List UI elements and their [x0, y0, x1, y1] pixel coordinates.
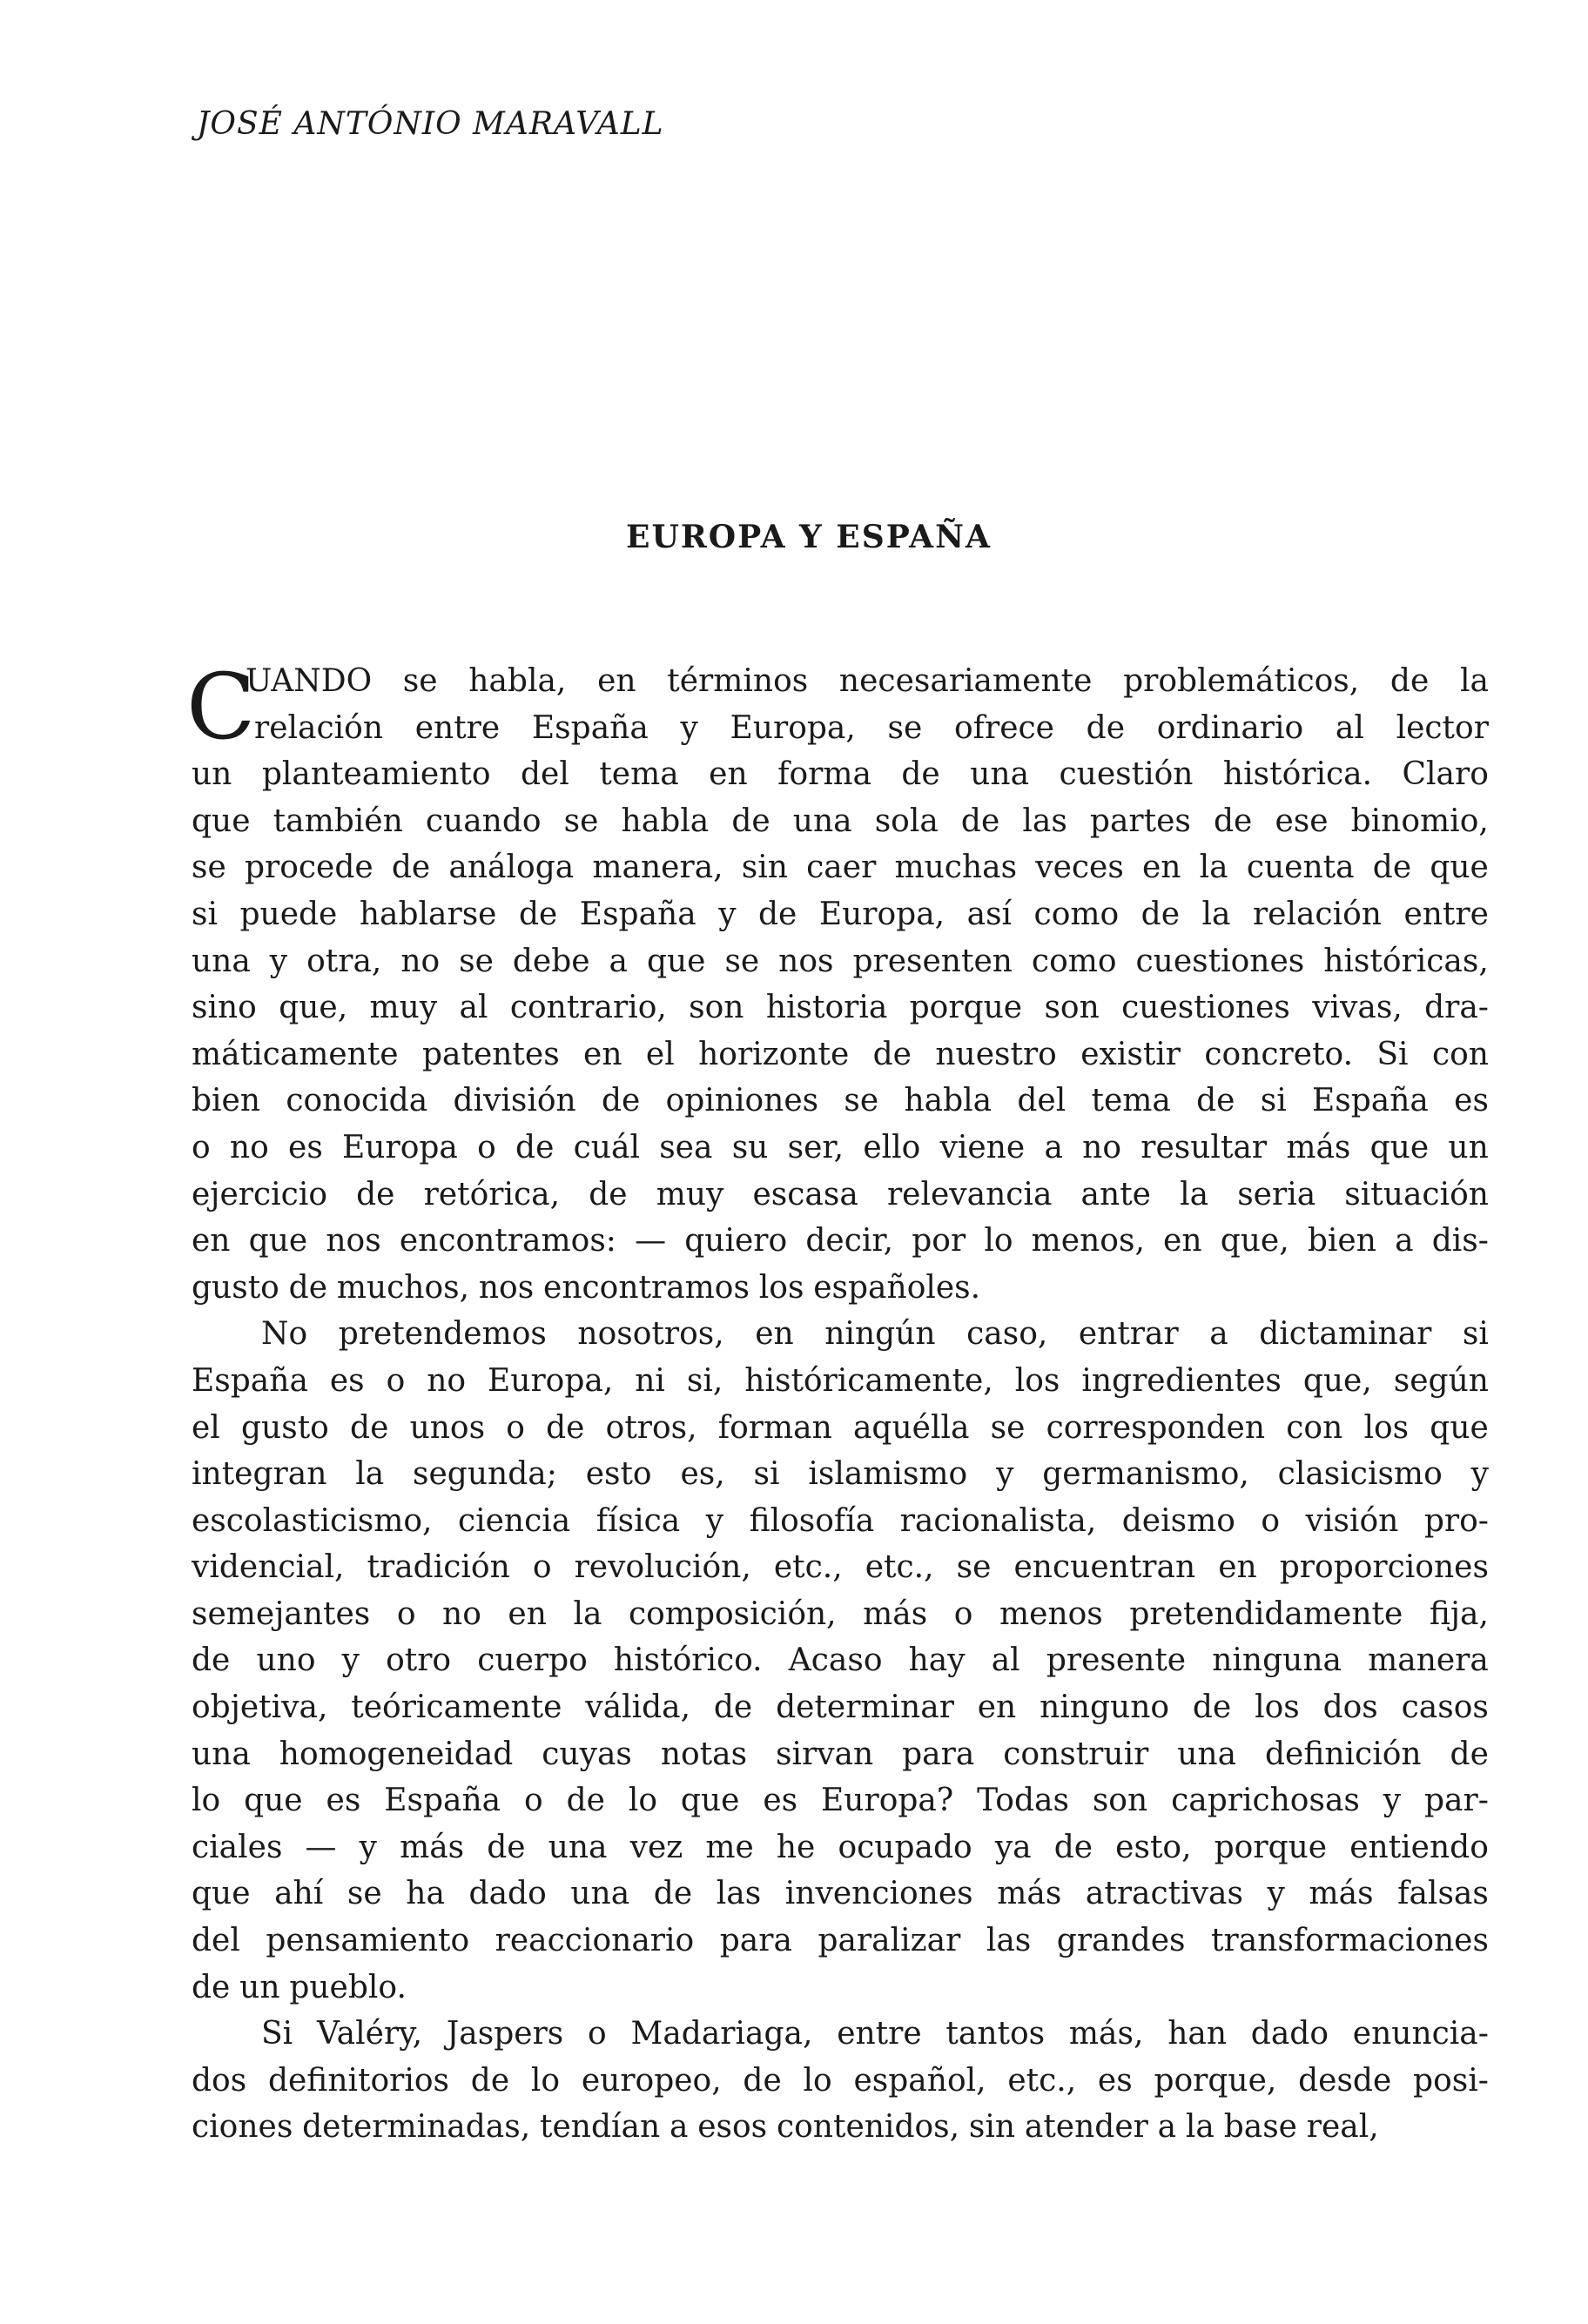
text-line: ciales — y más de una vez me he ocupado ya de esto, porque entiendo	[192, 1829, 1489, 1865]
paragraph	[186, 654, 1489, 1311]
paragraph	[192, 1311, 1489, 2011]
text-line: que ahí se ha dado una de las invenciones más atractivas y más falsas	[192, 1876, 1489, 1912]
text-line: España es o no Europa, ni si, históricamente, los ingredientes que, según	[192, 1362, 1489, 1399]
text-line: No pretendemos nosotros, en ningún caso, entrar a dictaminar si	[261, 1316, 1489, 1353]
paragraph	[192, 2011, 1489, 2151]
text-line: dos definitorios de lo europeo, de lo español, etc., es porque, desde posi-	[192, 2062, 1489, 2099]
text-line: un planteamiento del tema en forma de una cuestión histórica. Claro	[192, 756, 1489, 793]
text-line: si puede hablarse de España y de Europa, así como de la relación entre	[192, 896, 1489, 932]
text-line: escolasticismo, ciencia física y filosofía racionalista, deismo o visión pro-	[192, 1502, 1489, 1539]
text-line: gusto de muchos, nos encontramos los españoles.	[192, 1269, 981, 1306]
text-line: una y otra, no se debe a que se nos presenten como cuestiones históricas,	[192, 943, 1489, 979]
text-line: relación entre España y Europa, se ofrece de ordinario al lector	[254, 709, 1489, 746]
text-line: bien conocida división de opiniones se habla del tema de si España es	[192, 1083, 1489, 1119]
text-line: máticamente patentes en el horizonte de nuestro existir concreto. Si con	[192, 1036, 1489, 1072]
text-line: que también cuando se habla de una sola de las partes de ese binomio,	[192, 803, 1489, 839]
article-title: EUROPA Y ESPAÑA	[626, 519, 992, 555]
drop-cap: C	[186, 654, 256, 760]
text-line: de uno y otro cuerpo histórico. Acaso hay al presente ninguna manera	[192, 1642, 1489, 1679]
text-line: integran la segunda; esto es, si islamismo y germanismo, clasicismo y	[192, 1456, 1489, 1493]
text-line: objetiva, teóricamente válida, de determinar en ninguno de los dos casos	[192, 1689, 1489, 1726]
text-line: una homogeneidad cuyas notas sirvan para construir una definición de	[192, 1736, 1489, 1772]
running-header-author: JOSÉ ANTÓNIO MARAVALL	[197, 106, 664, 142]
text-line: semejantes o no en la composición, más o menos pretendidamente fija,	[192, 1595, 1489, 1632]
text-line: Si Valéry, Jaspers o Madariaga, entre tantos más, han dado enuncia-	[261, 2016, 1489, 2052]
text-line: lo que es España o de lo que es Europa? Todas son caprichosas y par-	[192, 1783, 1489, 1819]
text-line: el gusto de unos o de otros, forman aquélla se corresponden con los que	[192, 1409, 1489, 1446]
text-line: UANDO se habla, en términos necesariamente problemáticos, de la	[246, 663, 1489, 699]
text-line: de un pueblo.	[192, 1969, 407, 2005]
text-line: ejercicio de retórica, de muy escasa relevancia ante la seria situación	[192, 1176, 1489, 1212]
text-line: videncial, tradición o revolución, etc., etc., se encuentran en proporciones	[192, 1549, 1489, 1586]
text-line: o no es Europa o de cuál sea su ser, ello viene a no resultar más que un	[192, 1129, 1489, 1165]
text-line: ciones determinadas, tendían a esos contenidos, sin atender a la base real,	[192, 2109, 1379, 2146]
text-line: se procede de análoga manera, sin caer muchas veces en la cuenta de que	[192, 850, 1489, 886]
text-line: en que nos encontramos: — quiero decir, por lo menos, en que, bien a dis-	[192, 1223, 1489, 1259]
text-line: del pensamiento reaccionario para paralizar las grandes transformaciones	[192, 1923, 1489, 1959]
article-body	[186, 654, 1489, 2151]
text-line: sino que, muy al contrario, son historia porque son cuestiones vivas, dra-	[192, 990, 1489, 1026]
